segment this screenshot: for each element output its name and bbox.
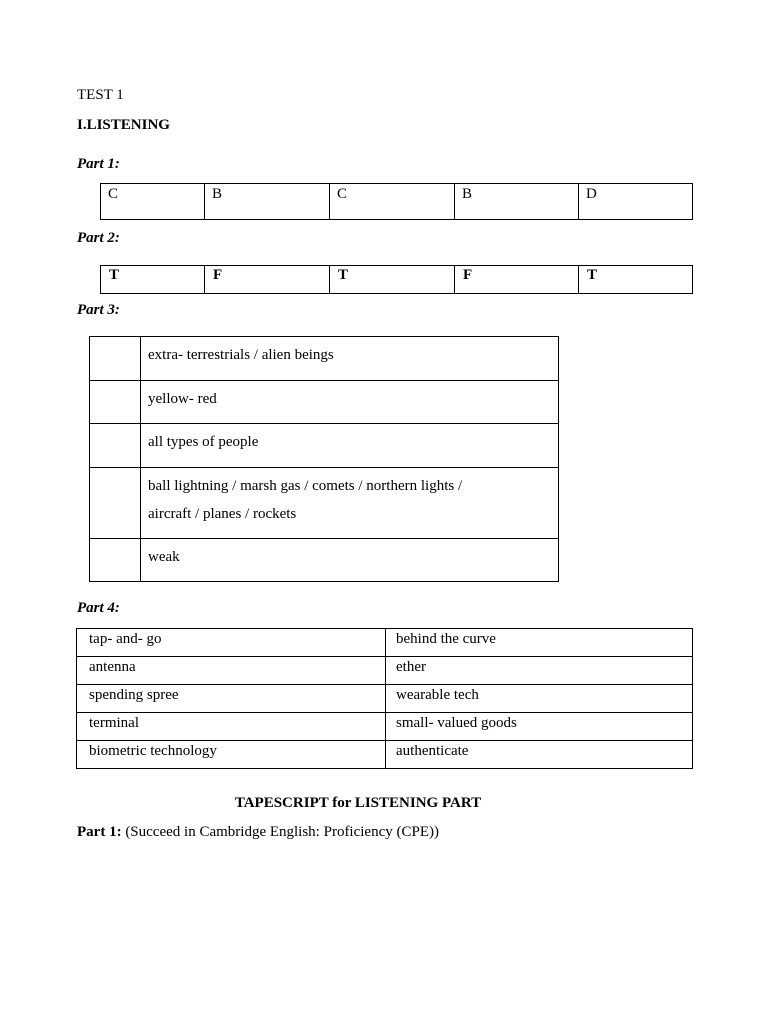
part2-answer-cell: F	[205, 266, 330, 294]
part4-answer-cell: ether	[386, 657, 693, 685]
part1-answer-cell: B	[455, 184, 579, 220]
table-row	[77, 685, 693, 713]
part1-answer-cell: B	[205, 184, 330, 220]
part4-answer-cell: authenticate	[386, 741, 693, 769]
table-row	[90, 424, 559, 468]
test-title: TEST 1	[77, 87, 124, 103]
part3-answer-cell	[141, 424, 559, 468]
part3-answer-table	[89, 336, 559, 582]
part4-answer-cell: antenna	[77, 657, 386, 685]
part3-answer-text: all types of people	[148, 434, 259, 450]
part1-answer-cell: D	[579, 184, 693, 220]
part1-answer-cell: C	[330, 184, 455, 220]
part2-answer-cell: F	[455, 266, 579, 294]
part3-number-cell	[90, 539, 141, 582]
tapescript-part1-source: (Succeed in Cambridge English: Proficiency (CPE))	[125, 824, 439, 840]
part3-number-cell	[90, 468, 141, 539]
table-row	[77, 657, 693, 685]
table-row	[90, 337, 559, 381]
table-row	[77, 741, 693, 769]
table-row	[101, 184, 693, 220]
table-row	[90, 539, 559, 582]
part3-answer-text: yellow- red	[148, 391, 217, 407]
part3-label: Part 3:	[77, 302, 120, 318]
part4-answer-table	[76, 628, 693, 769]
part1-answer-cell: C	[101, 184, 205, 220]
part2-answer-cell: T	[101, 266, 205, 294]
part4-answer-cell: spending spree	[77, 685, 386, 713]
part4-answer-cell: wearable tech	[386, 685, 693, 713]
part1-answer-table	[100, 183, 693, 220]
part2-answer-cell: T	[330, 266, 455, 294]
part3-answer-cell	[141, 539, 559, 582]
table-row	[101, 266, 693, 294]
part4-answer-cell: behind the curve	[386, 629, 693, 657]
part3-answer-cell	[141, 337, 559, 381]
part4-answer-cell: tap- and- go	[77, 629, 386, 657]
section-title: I.LISTENING	[77, 117, 170, 133]
tapescript-part1-line	[77, 824, 439, 841]
tapescript-part1-label: Part 1:	[77, 824, 122, 840]
part3-number-cell	[90, 337, 141, 381]
part3-answer-cell	[141, 381, 559, 424]
part3-answer-text: aircraft / planes / rockets	[148, 506, 297, 522]
table-row	[77, 713, 693, 741]
part2-label: Part 2:	[77, 230, 120, 246]
tapescript-title: TAPESCRIPT for LISTENING PART	[234, 795, 482, 811]
part3-answer-text: weak	[148, 549, 180, 565]
part3-number-cell	[90, 424, 141, 468]
part2-answer-cell: T	[579, 266, 693, 294]
part3-number-cell	[90, 381, 141, 424]
part2-answer-table	[100, 265, 693, 294]
part4-answer-cell: small- valued goods	[386, 713, 693, 741]
part3-answer-cell	[141, 468, 559, 539]
table-row	[77, 629, 693, 657]
part3-answer-text: ball lightning / marsh gas / comets / northern lights /	[148, 478, 463, 494]
table-row	[90, 468, 559, 539]
part1-label: Part 1:	[77, 156, 120, 172]
part4-label: Part 4:	[77, 600, 120, 616]
part4-answer-cell: terminal	[77, 713, 386, 741]
table-row	[90, 381, 559, 424]
part3-answer-text: extra- terrestrials / alien beings	[148, 347, 334, 363]
part4-answer-cell: biometric technology	[77, 741, 386, 769]
